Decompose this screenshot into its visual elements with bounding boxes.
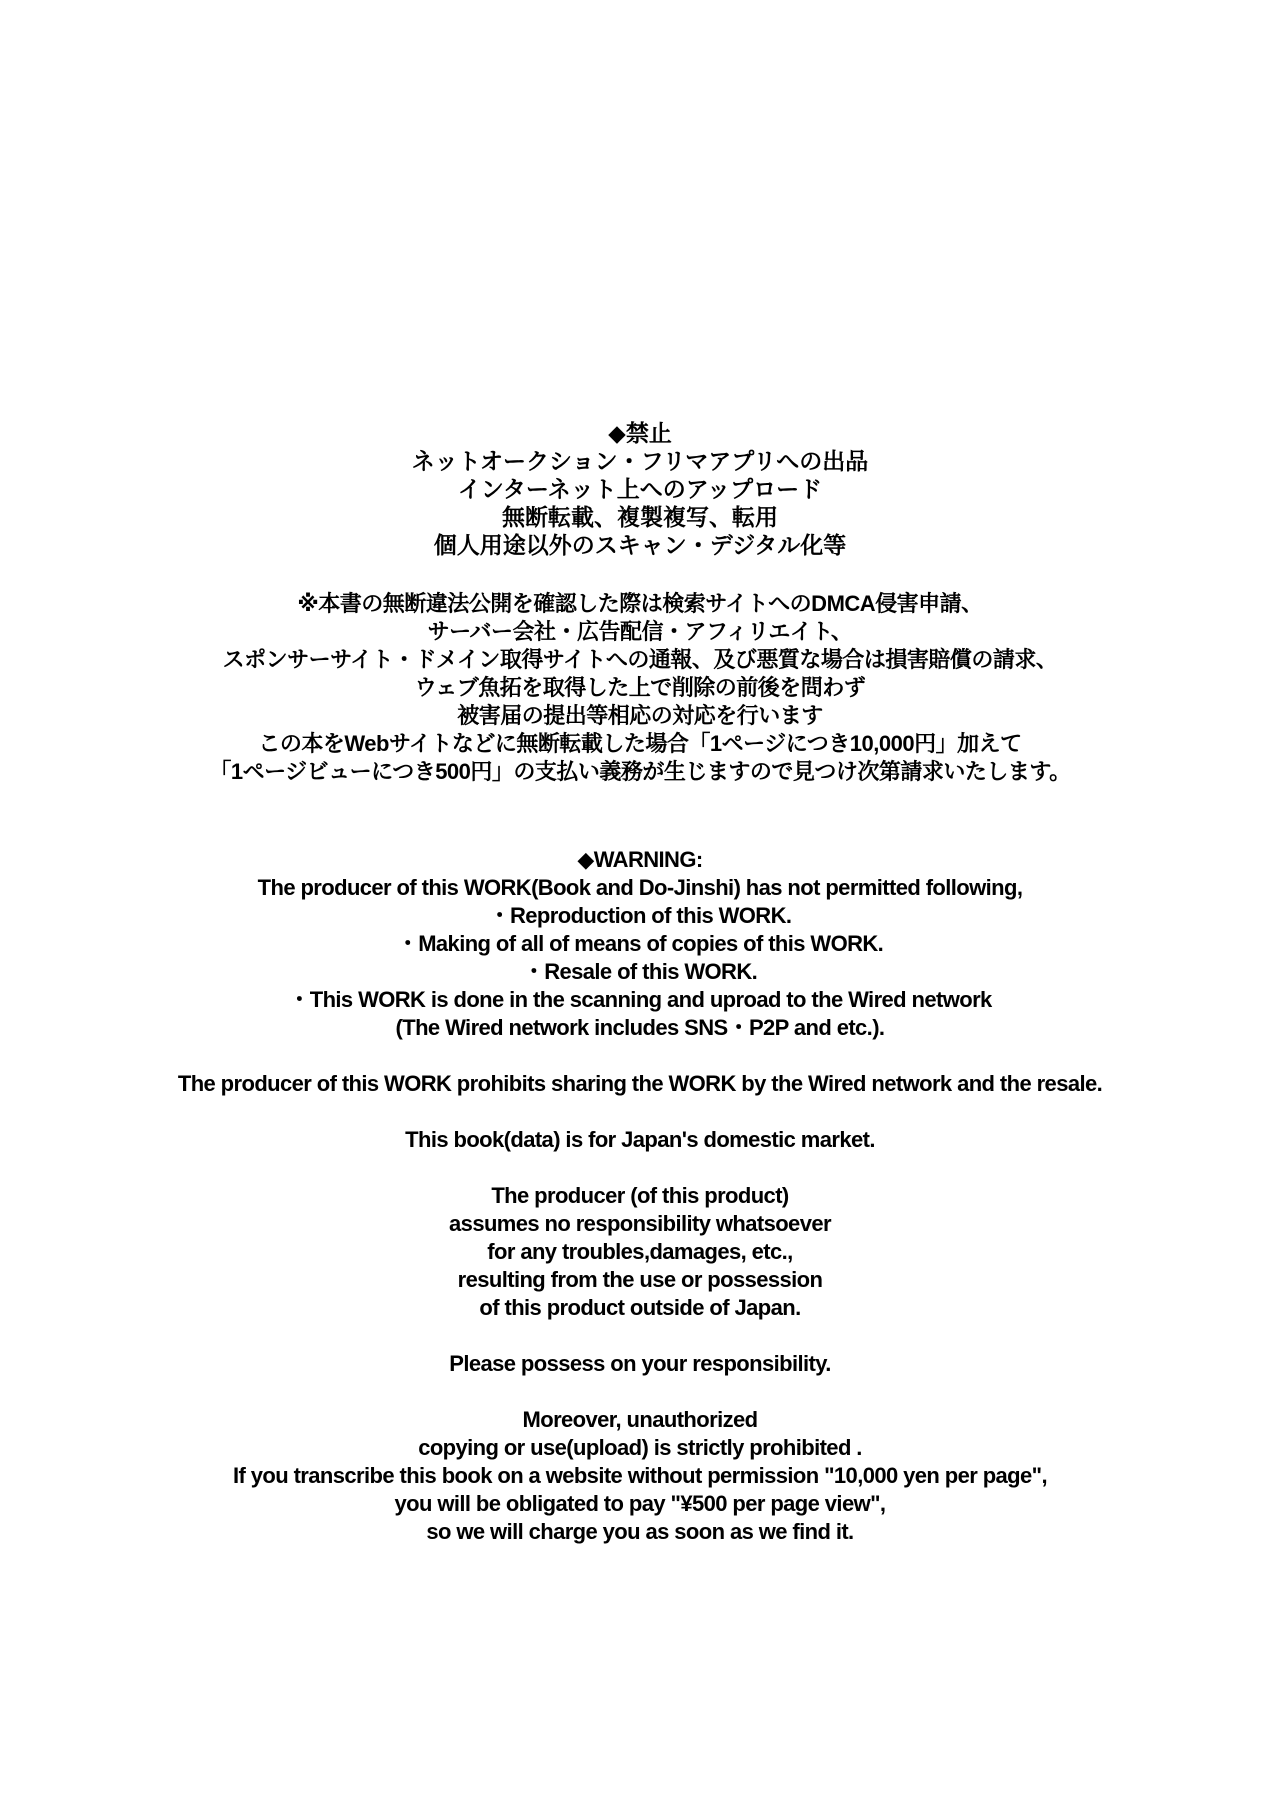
en-charge-line: you will be obligated to pay "¥500 per page view", xyxy=(394,1491,886,1516)
jp-enforcement-line: この本をWebサイトなどに無断転載した場合「1ページにつき10,000円」加えて xyxy=(258,731,1022,756)
jp-prohibition-heading: ◆禁止 xyxy=(608,421,672,446)
en-prohibit-line: The producer of this WORK prohibits sharing the WORK by the Wired network and the resale. xyxy=(177,1071,1103,1096)
spacer xyxy=(0,560,1280,590)
en-possess-block xyxy=(0,1350,1280,1378)
jp-prohibition-item: 無断転載、複製複写、転用 xyxy=(502,505,778,530)
en-warning-item: (The Wired network includes SNS・P2P and etc.). xyxy=(395,1015,885,1040)
en-domestic-line: This book(data) is for Japan's domestic market. xyxy=(405,1127,875,1152)
en-warning-intro: The producer of this WORK(Book and Do-Jinshi) has not permitted following, xyxy=(257,875,1023,900)
spacer xyxy=(0,1322,1280,1350)
en-prohibit-block xyxy=(0,1070,1280,1098)
en-warning-item: ・Reproduction of this WORK. xyxy=(488,903,792,928)
jp-prohibition-block xyxy=(0,420,1280,560)
en-responsibility-line: resulting from the use or possession xyxy=(457,1267,823,1292)
jp-prohibition-item: インターネット上へのアップロード xyxy=(457,477,823,502)
en-warning-item: ・Resale of this WORK. xyxy=(522,959,758,984)
jp-enforcement-line: 被害届の提出等相応の対応を行います xyxy=(457,703,823,728)
en-charge-line: copying or use(upload) is strictly prohibited . xyxy=(418,1435,862,1460)
en-responsibility-line: for any troubles,damages, etc., xyxy=(487,1239,793,1264)
jp-enforcement-block xyxy=(0,590,1280,786)
en-responsibility-line: of this product outside of Japan. xyxy=(479,1295,801,1320)
en-charge-block xyxy=(0,1406,1280,1546)
spacer xyxy=(0,1378,1280,1406)
jp-enforcement-line: スポンサーサイト・ドメイン取得サイトへの通報、及び悪質な場合は損害賠償の請求、 xyxy=(222,647,1058,672)
jp-enforcement-line: ※本書の無断違法公開を確認した際は検索サイトへのDMCA侵害申請、 xyxy=(297,591,983,616)
jp-prohibition-item: ネットオークション・フリマアプリへの出品 xyxy=(411,449,869,474)
jp-prohibition-item: 個人用途以外のスキャン・デジタル化等 xyxy=(433,533,847,558)
spacer xyxy=(0,1154,1280,1182)
en-domestic-block xyxy=(0,1126,1280,1154)
jp-enforcement-line: 「1ページビューにつき500円」の支払い義務が生じますので見つけ次第請求いたします。 xyxy=(209,759,1071,784)
en-charge-line: If you transcribe this book on a website without permission "10,000 yen per page", xyxy=(233,1463,1047,1488)
jp-enforcement-line: サーバー会社・広告配信・アフィリエイト、 xyxy=(427,619,853,644)
en-responsibility-line: The producer (of this product) xyxy=(491,1183,789,1208)
en-warning-item: ・Making of all of means of copies of this WORK. xyxy=(396,931,884,956)
spacer xyxy=(0,786,1280,846)
en-possess-line: Please possess on your responsibility. xyxy=(449,1351,831,1376)
en-warning-heading: ◆WARNING: xyxy=(577,847,703,872)
warning-page xyxy=(0,420,1280,1546)
en-warning-item: ・This WORK is done in the scanning and uproad to the Wired network xyxy=(288,987,992,1012)
en-charge-line: so we will charge you as soon as we find it. xyxy=(426,1519,854,1544)
spacer xyxy=(0,1042,1280,1070)
jp-enforcement-line: ウェブ魚拓を取得した上で削除の前後を問わず xyxy=(414,675,866,700)
en-charge-line: Moreover, unauthorized xyxy=(522,1407,758,1432)
en-responsibility-line: assumes no responsibility whatsoever xyxy=(449,1211,831,1236)
spacer xyxy=(0,1098,1280,1126)
en-responsibility-block xyxy=(0,1182,1280,1322)
en-warning-block xyxy=(0,846,1280,1042)
